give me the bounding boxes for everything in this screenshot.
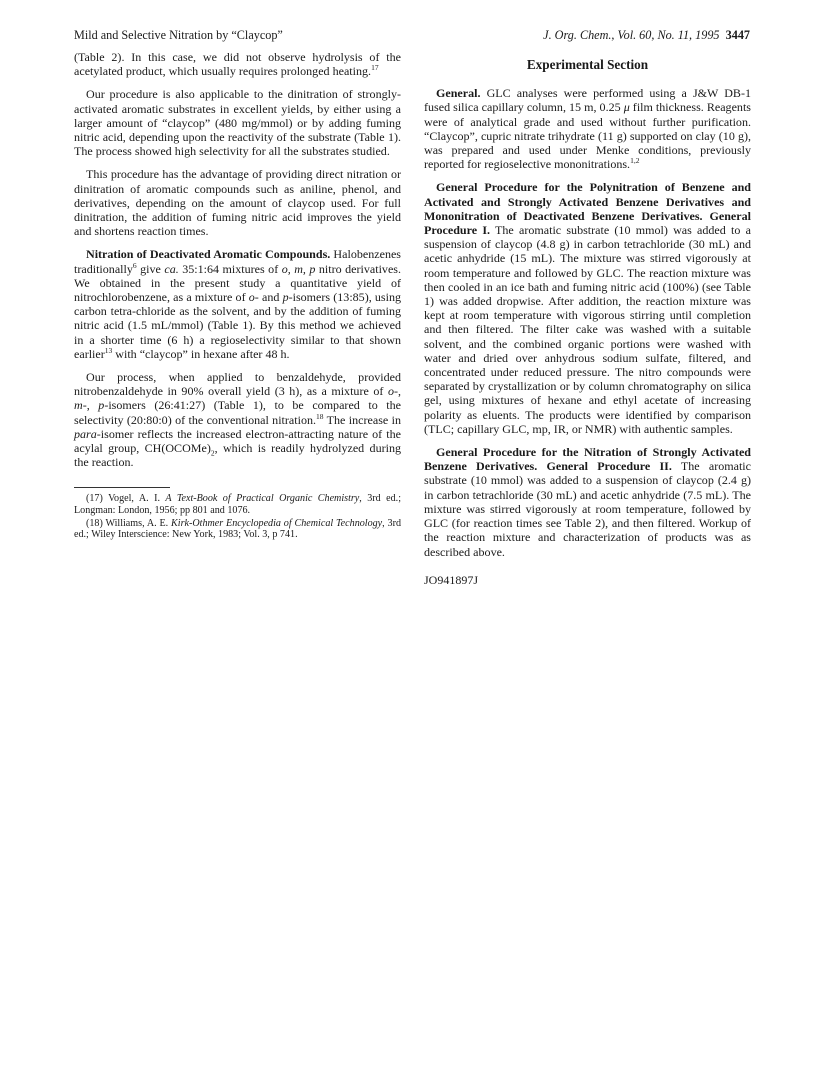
text: The aromatic substrate (10 mmol) was added to a suspension of claycop (2.4 g) in carbon tetrachloride (30 mL) and acetic anhydride (7.5 mL). The mixture was stirred vigorously at room temperature, followed by GLC (for reaction times see Table 2), and then filtered. Workup of the reaction mixture and characterization of products was as described above.	[424, 459, 751, 559]
text-italic: p	[98, 398, 105, 413]
section-title: Experimental Section	[526, 57, 649, 72]
text: give	[136, 261, 165, 276]
page-number: 3447	[725, 28, 750, 42]
text: 35:1:64 mixtures of	[178, 261, 282, 276]
paragraph-procedure-1	[424, 180, 751, 436]
journal-citation: J. Org. Chem., Vol. 60, No. 11, 1995	[543, 28, 720, 42]
citation-ref: 6	[132, 260, 137, 270]
text: -,	[393, 384, 401, 399]
text: film thickness. Reagents were of analytical grade and used without further purification. “Claycop”, cupric nitrate trihydrate (11 g) supported on clay (10 g), was prepared and used under Menke conditions, previously reported for regioselective mononitrations.	[424, 100, 751, 172]
citation-ref: 18	[316, 411, 324, 421]
text-italic: μ	[623, 100, 630, 115]
text: with “claycop” in hexane after 48 h.	[112, 346, 290, 361]
running-head-journal	[543, 28, 750, 43]
subscript: 2	[210, 448, 215, 458]
paragraph-procedure-2	[424, 445, 751, 559]
paragraph-heading: General.	[436, 86, 481, 101]
text-italic: p	[282, 290, 289, 305]
text: (Table 2). In this case, we did not observe hydrolysis of the acetylated product, which usually requires prolonged heating.	[74, 50, 401, 79]
running-head	[74, 28, 750, 46]
citation-ref: 13	[104, 345, 113, 355]
text: Our process, when applied to benzaldehyde, provided nitrobenzaldehyde in 90% overall yield (3 h), as a mixture of	[74, 370, 401, 399]
text: -,	[82, 398, 99, 413]
text: , 3rd ed.; Wiley Interscience: New York, 1983; Vol. 3, p 741.	[74, 517, 401, 541]
paragraph-hydrolysis	[74, 50, 401, 78]
text: Halobenzenes traditionally	[74, 247, 401, 276]
citation-ref: 1,2	[630, 156, 640, 166]
paragraph-benzaldehyde	[74, 370, 401, 469]
text: -isomer reflects the increased electron-attracting nature of the acylal group, CH(OCOMe)	[74, 426, 401, 456]
text-italic: Kirk-Othmer Encyclopedia of Chemical Technology	[171, 517, 383, 529]
text: , which is readily hydrolyzed during the reaction.	[74, 441, 402, 470]
text: (18) Williams, A. E.	[86, 517, 172, 529]
text-italic: para	[74, 426, 97, 441]
paragraph-dinitration: Our procedure is also applicable to the dinitration of strongly-activated aromatic substrates in excellent yields, by either using a larger amount of “claycop” (480 mg/mmol) or by adding fuming nitric acid, depending upon the reactivity of the substrate (Table 1). The process showed high selectivity for all the substrates studied.	[74, 87, 401, 159]
text: (17) Vogel, A. I.	[86, 493, 166, 505]
paragraph-heading: Nitration of Deactivated Aromatic Compounds.	[86, 247, 331, 262]
footnote-17	[74, 493, 401, 516]
footnote-rule	[74, 487, 170, 488]
text: - and	[254, 290, 283, 305]
text-italic: m	[74, 398, 83, 413]
text-italic: A Text-Book of Practical Organic Chemistry	[165, 493, 360, 505]
citation-ref: 17	[371, 63, 379, 73]
text: nitro derivatives. We obtained in the present study a quantitative yield of nitrochlorobenzene, as a mixture of	[74, 261, 402, 305]
text-italic: o	[387, 384, 394, 399]
text: The aromatic substrate (10 mmol) was added to a suspension of claycop (4.8 g) in carbon tetrachloride (30 mL) and acetic anhydride (15 mL). The mixture was stirred vigorously at room temperature and followed by GLC. The reaction mixture was then cooled in an ice bath and fuming nitric acid (100%) (see Table 1) was added dropwise. After addition, the reaction mixture was kept at room temperature with vigorous stirring until completion and then filtered. The filter cake was washed with a suitable solvent, and the combined organic portions were washed with water and dried over anhydrous sodium sulfate, filtered, and concentrated under reduced pressure. The nitro compounds were separated by crystallization or by column chromatography on silica gel, using mixtures of hexane and ethyl acetate of increasing polarity as eluents. The products were identified by comparison (TLC; capillary GLC, mp, IR, or NMR) with authentic samples.	[424, 223, 751, 436]
running-head-title: Mild and Selective Nitration by “Claycop”	[74, 28, 283, 42]
text-italic: o	[248, 290, 255, 305]
text: GLC analyses were performed using a J&W DB-1 fused silica capillary column, 15 m, 0.25	[424, 86, 751, 115]
right-column	[424, 50, 751, 587]
text: -isomers (26:41:27) (Table 1), to be compared to the selectivity (20:80:0) of the conventional nitration.	[74, 398, 401, 427]
paragraph-heading: General Procedure for the Polynitration of Benzene and Activated and Strongly Activated Benzene Derivatives and Mononitration of Deactivated Benzene Derivatives. General Procedure I.	[424, 180, 751, 238]
text: , 3rd ed.; Longman: London, 1956; pp 801 and 1076.	[74, 493, 401, 517]
paragraph-heading: General Procedure for the Nitration of Strongly Activated Benzene Derivatives. General Procedure II.	[424, 445, 751, 474]
footnote-18	[74, 518, 401, 541]
left-column	[74, 50, 401, 541]
manuscript-code: JO941897J	[424, 572, 479, 587]
paragraph-general	[424, 86, 751, 171]
paragraph-advantage: This procedure has the advantage of providing direct nitration or dinitration of aromatic compounds such as aniline, phenol, and derivatives, depending on the amount of claycop used. For full dinitration, the addition of fuming nitric acid improves the yield and shortens reaction times.	[74, 167, 401, 239]
text: -isomers (13:85), using carbon tetra-chloride as the solvent, and by the addition of fuming nitric acid (1.5 mL/mmol) (Table 1). By this method we achieved in a shorter time (6 h) a regioselectivity similar to that shown earlier	[74, 290, 402, 361]
paragraph-deactivated	[74, 247, 401, 361]
text-italic: ca.	[164, 261, 179, 276]
text-italic: o, m, p	[281, 261, 316, 276]
text: The increase in	[323, 412, 401, 427]
